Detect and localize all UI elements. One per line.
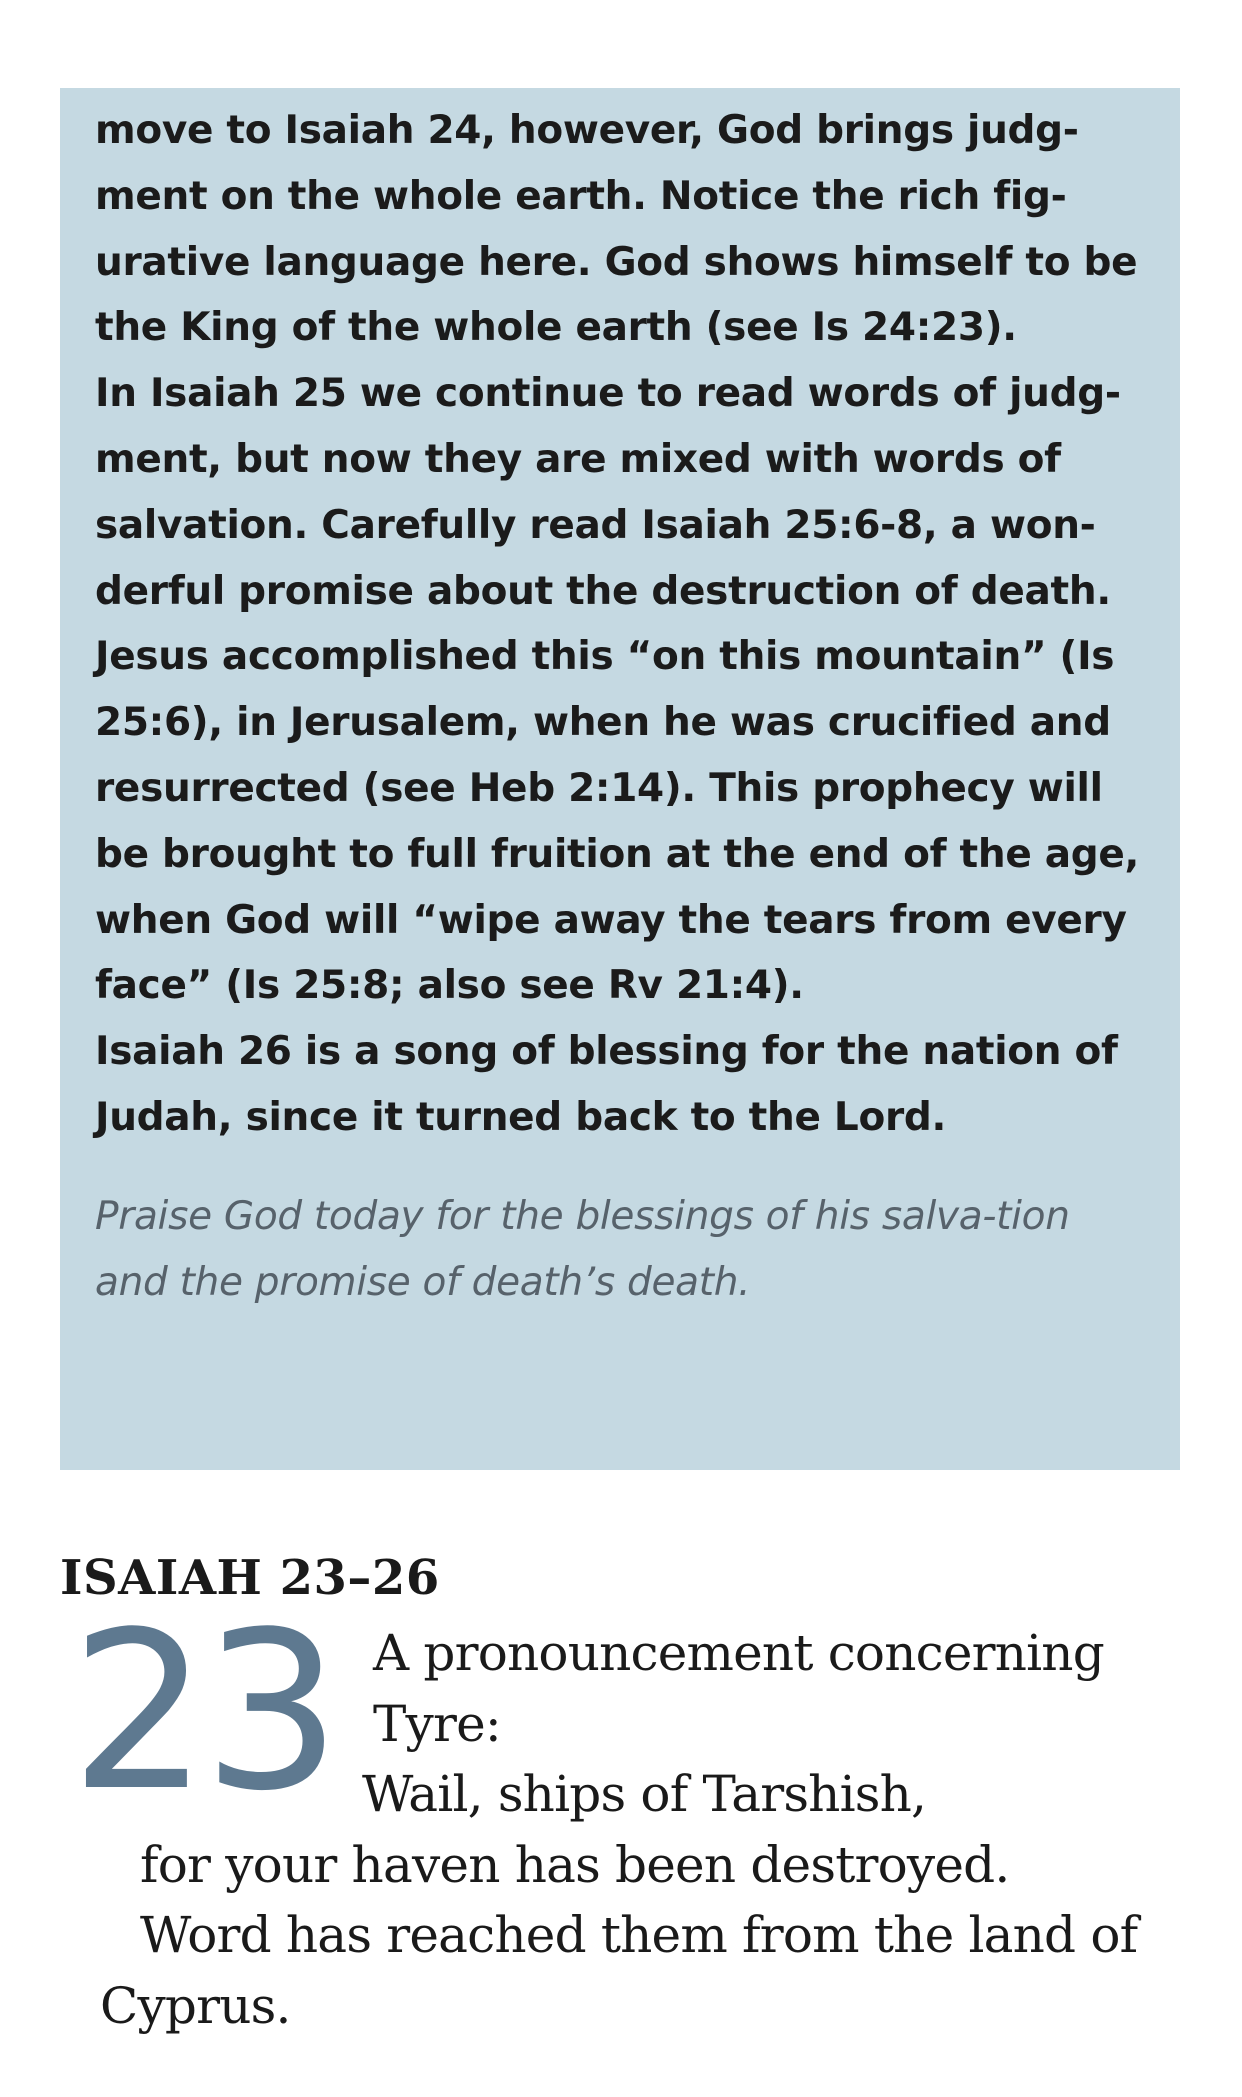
verse-line: Word has reached them from the land of — [140, 1906, 1138, 1964]
verse-line: Tyre: — [373, 1695, 501, 1753]
commentary-paragraph: Isaiah 26 is a song of blessing for the nation of Judah, since it turned back to the Lord. — [95, 1029, 1118, 1140]
commentary-paragraph: move to Isaiah 24, however, God brings judg-ment on the whole earth. Notice the rich fig-urative language here. God shows himself to be the King of the whole earth (see Is 24:23). — [95, 108, 1138, 351]
chapter-number: 23 — [70, 1586, 336, 1839]
section-heading: ISAIAH 23–26 — [60, 1550, 440, 1606]
commentary-paragraph: In Isaiah 25 we continue to read words of judg-ment, but now they are mixed with words of salvation. Carefully read Isaiah 25:6-8, a won-derful promise about the destruction of death. Jesus accomplished this “on this mountain” (Is 25:6), in Jerusalem, when he was crucified and resurrected (see Heb 2:14). This prophecy will be brought to full fruition at the end of the age, when God will “wipe away the tears from every face” (Is 25:8; also see Rv 21:4). — [95, 371, 1140, 1009]
prayer-prompt: Praise God today for the blessings of his salva-tion and the promise of death’s death. — [95, 1193, 1070, 1305]
verse-line: for your haven has been destroyed. — [140, 1836, 1010, 1894]
verse-line: Wail, ships of Tarshish, — [362, 1765, 927, 1823]
commentary-box — [60, 88, 1180, 1470]
verse-line: A pronouncement concerning — [373, 1624, 1104, 1682]
verse-line: Cyprus. — [100, 1977, 291, 2035]
